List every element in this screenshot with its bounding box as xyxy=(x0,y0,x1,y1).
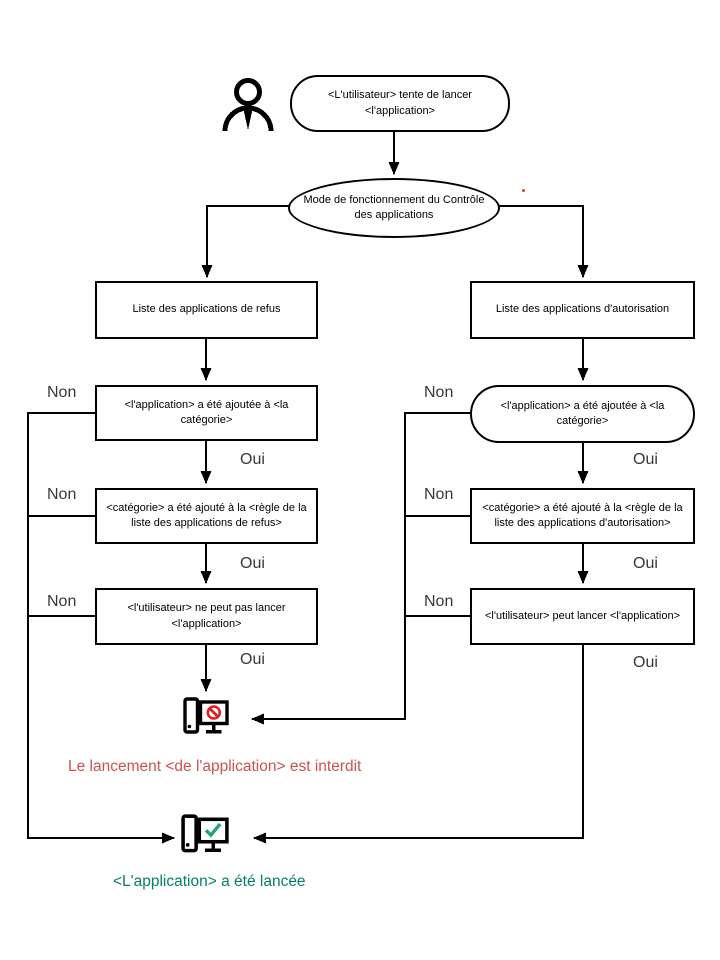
label-oui-deny-3: Oui xyxy=(240,651,265,668)
label-oui-allow-2: Oui xyxy=(633,555,658,572)
label-non-allow-3: Non xyxy=(424,593,454,610)
denied-result-text: Le lancement <de l'application> est interdit xyxy=(68,758,362,775)
connector-allow-oui-3-to-launched xyxy=(254,645,583,838)
node-deny-app-added: <l'application> a été ajoutée à <la catégorie> xyxy=(95,385,318,441)
node-start: <L'utilisateur> tente de lancer <l'application> xyxy=(290,75,510,132)
prohibition-icon xyxy=(208,707,220,719)
label-oui-deny-2: Oui xyxy=(240,555,265,572)
node-deny-list: Liste des applications de refus xyxy=(95,281,318,339)
node-allow-app-added: <l'application> a été ajoutée à <la catégorie> xyxy=(470,385,695,443)
connector-allow-non-collector xyxy=(252,413,471,719)
label-non-allow-1: Non xyxy=(424,384,454,401)
node-allow-user-can: <l'utilisateur> peut lancer <l'application> xyxy=(470,588,695,645)
connector-mode-to-allow-list xyxy=(498,206,583,277)
node-deny-category-added: <catégorie> a été ajouté à la <règle de la liste des applications de refus> xyxy=(95,488,318,544)
label-non-deny-2: Non xyxy=(47,486,77,503)
label-oui-deny-1: Oui xyxy=(240,451,265,468)
launched-result-text: <L'application> a été lancée xyxy=(113,873,306,890)
computer-launched-icon xyxy=(181,814,229,858)
node-deny-user-cannot: <l'utilisateur> ne peut pas lancer <l'application> xyxy=(95,588,318,645)
label-non-deny-3: Non xyxy=(47,593,77,610)
connector-mode-to-deny-list xyxy=(207,206,290,277)
person-icon xyxy=(222,76,274,132)
stray-red-dot xyxy=(522,189,525,192)
check-icon xyxy=(206,824,220,835)
node-allow-category-added: <catégorie> a été ajouté à la <règle de la liste des applications d'autorisation> xyxy=(470,488,695,544)
node-allow-list: Liste des applications d'autorisation xyxy=(470,281,695,339)
computer-blocked-icon xyxy=(183,697,229,739)
label-oui-allow-1: Oui xyxy=(633,451,658,468)
node-mode: Mode de fonctionnement du Contrôle des applications xyxy=(288,178,500,238)
label-non-deny-1: Non xyxy=(47,384,77,401)
label-non-allow-2: Non xyxy=(424,486,454,503)
label-oui-allow-3: Oui xyxy=(633,654,658,671)
